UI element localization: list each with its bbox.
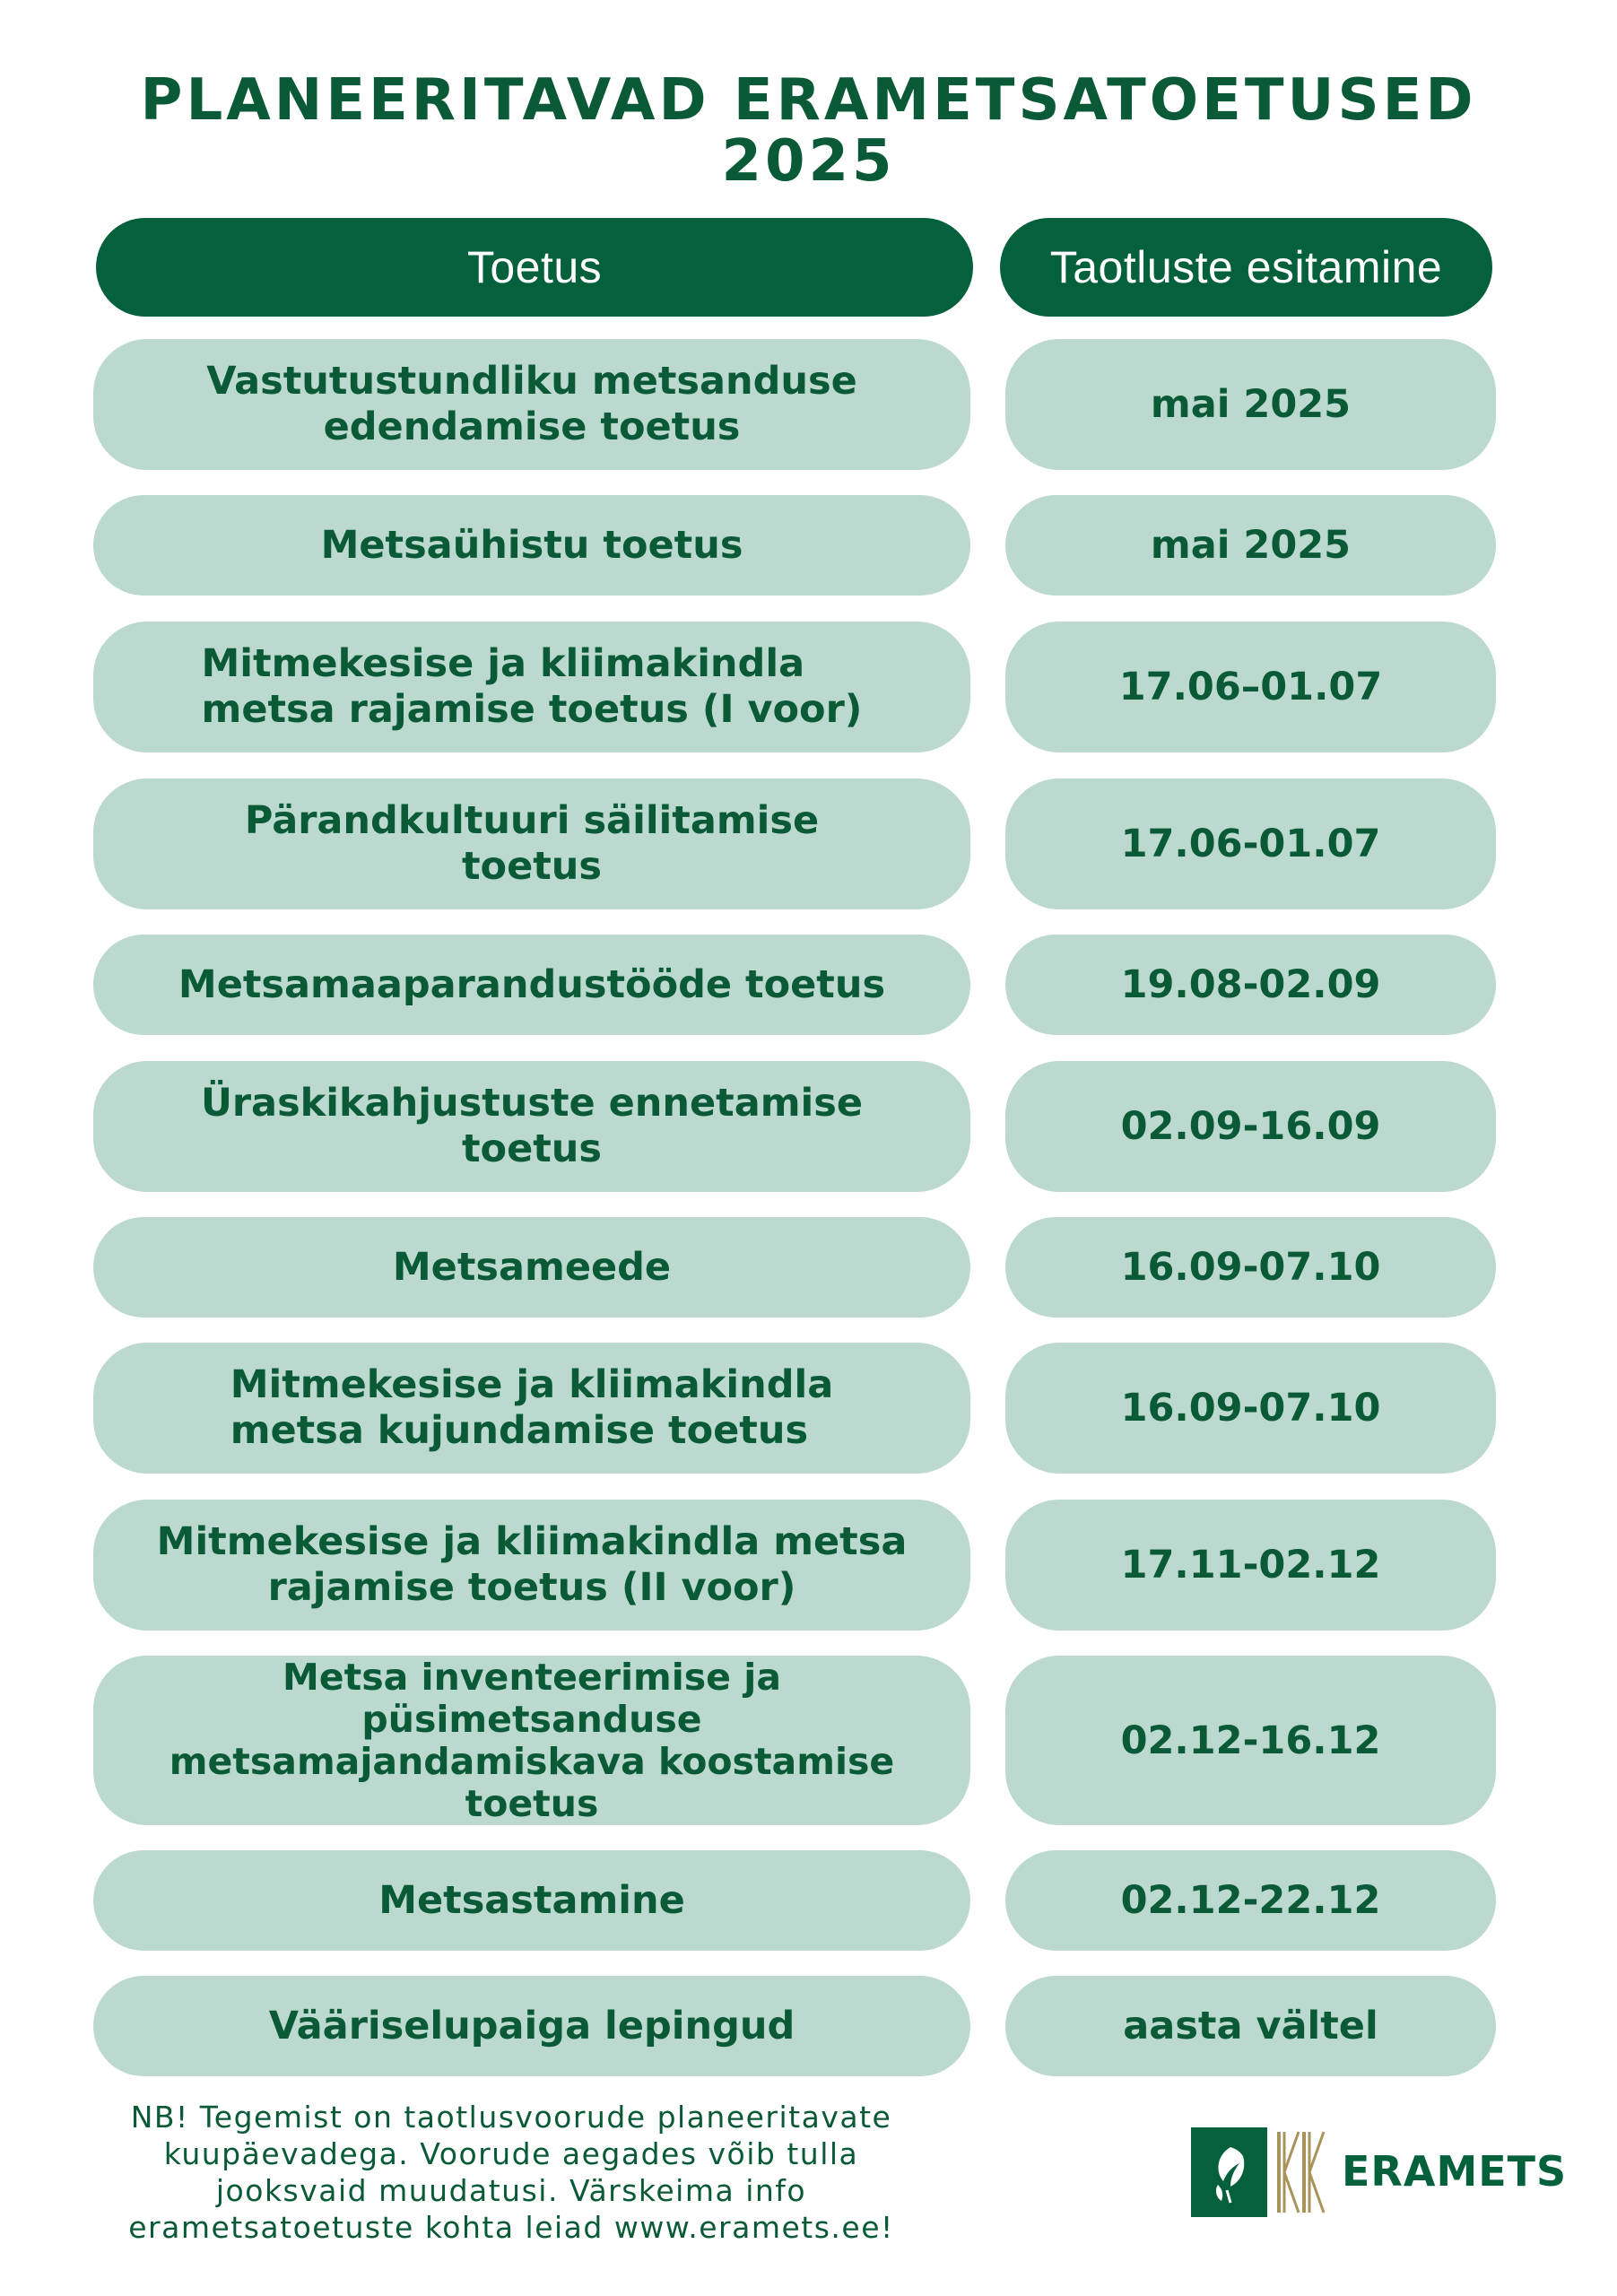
footnote-line: kuupäevadega. Voorude aegades võib tulla xyxy=(163,2136,859,2171)
support-name-cell xyxy=(93,622,970,752)
submission-period-cell xyxy=(1005,1500,1496,1631)
support-name-line: Pärandkultuuri säilitamise xyxy=(244,798,820,843)
support-name-line: edendamise toetus xyxy=(323,404,741,449)
kk-monogram-icon xyxy=(1274,2127,1327,2217)
support-name-line: Metsamaaparandustööde toetus xyxy=(178,961,886,1007)
support-name-line: toetus xyxy=(461,1126,603,1171)
submission-period: 16.09-07.10 xyxy=(1120,1245,1381,1290)
support-name-line: metsa rajamise toetus (I voor) xyxy=(201,687,863,732)
footnote xyxy=(108,2099,915,2246)
column-header-support: Toetus xyxy=(96,218,973,317)
support-name-line: Metsameede xyxy=(392,1244,672,1290)
support-name-cell xyxy=(93,1217,970,1318)
support-name-line: metsa kujundamise toetus xyxy=(230,1408,809,1453)
footnote-line: jooksvaid muudatusi. Värskeima info xyxy=(215,2173,807,2208)
submission-period-cell xyxy=(1005,1217,1496,1318)
support-name-line: Metsaühistu toetus xyxy=(320,522,743,568)
submission-period: 02.12-22.12 xyxy=(1120,1878,1381,1923)
submission-period-cell xyxy=(1005,1976,1496,2076)
title-line-2: 2025 xyxy=(721,128,896,195)
submission-period: 17.11-02.12 xyxy=(1120,1543,1381,1587)
submission-period-cell xyxy=(1005,495,1496,596)
support-name-cell xyxy=(93,1656,970,1825)
column-header-submission: Taotluste esitamine xyxy=(1000,218,1492,317)
submission-period: mai 2025 xyxy=(1150,523,1352,568)
submission-period-cell xyxy=(1005,1656,1496,1825)
support-name-line: rajamise toetus (II voor) xyxy=(267,1565,796,1610)
submission-period: 17.06–01.07 xyxy=(1118,665,1383,709)
footnote-line: NB! Tegemist on taotlusvoorude planeeritavate xyxy=(130,2100,892,2135)
submission-period-cell xyxy=(1005,1343,1496,1474)
page-title xyxy=(0,67,1617,195)
submission-period: mai 2025 xyxy=(1150,382,1352,427)
logo-wordmark: ERAMETS xyxy=(1342,2147,1568,2196)
support-name-line: Mitmekesise ja kliimakindla xyxy=(230,1362,834,1407)
submission-period: 02.09-16.09 xyxy=(1120,1104,1381,1149)
submission-period: 16.09-07.10 xyxy=(1120,1386,1381,1431)
support-name-line: Mitmekesise ja kliimakindla metsa xyxy=(156,1519,908,1564)
support-name-cell xyxy=(93,1061,970,1192)
support-name-cell xyxy=(93,1976,970,2076)
support-name-cell xyxy=(93,778,970,909)
title-line-1: PLANEERITAVAD ERAMETSATOETUSED xyxy=(140,67,1477,134)
submission-period-cell xyxy=(1005,1850,1496,1951)
support-name-line: Vastutustundliku metsanduse xyxy=(206,359,857,404)
submission-period: aasta vältel xyxy=(1123,2004,1378,2048)
submission-period: 17.06-01.07 xyxy=(1120,822,1381,866)
support-name-line: Vääriselupaiga lepingud xyxy=(268,2003,795,2048)
submission-period-cell xyxy=(1005,622,1496,752)
support-name-cell xyxy=(93,495,970,596)
support-name-line: Üraskikahjustuste ennetamise xyxy=(200,1081,864,1126)
support-name-line: Mitmekesise ja kliimakindla xyxy=(201,641,805,686)
submission-period-cell xyxy=(1005,778,1496,909)
support-name-cell xyxy=(93,1500,970,1631)
submission-period-cell xyxy=(1005,1061,1496,1192)
support-name-line: toetus xyxy=(465,1781,599,1825)
support-name-line: Metsastamine xyxy=(378,1877,685,1923)
eramets-logo xyxy=(1191,2127,1568,2217)
submission-period: 02.12-16.12 xyxy=(1120,1718,1381,1763)
support-name-cell xyxy=(93,935,970,1035)
support-name-line: toetus xyxy=(461,844,603,889)
support-name-line: Metsa inventeerimise ja püsimetsanduse xyxy=(283,1655,781,1741)
support-name-cell xyxy=(93,339,970,470)
submission-period-cell xyxy=(1005,339,1496,470)
support-name-cell xyxy=(93,1850,970,1951)
support-name-line: metsamajandamiskava koostamise xyxy=(169,1739,895,1783)
leaf-emblem-icon xyxy=(1191,2127,1267,2217)
support-name-cell xyxy=(93,1343,970,1474)
submission-period-cell xyxy=(1005,935,1496,1035)
footnote-line: erametsatoetuste kohta leiad www.eramets.ee! xyxy=(128,2210,894,2245)
submission-period: 19.08-02.09 xyxy=(1120,962,1381,1007)
